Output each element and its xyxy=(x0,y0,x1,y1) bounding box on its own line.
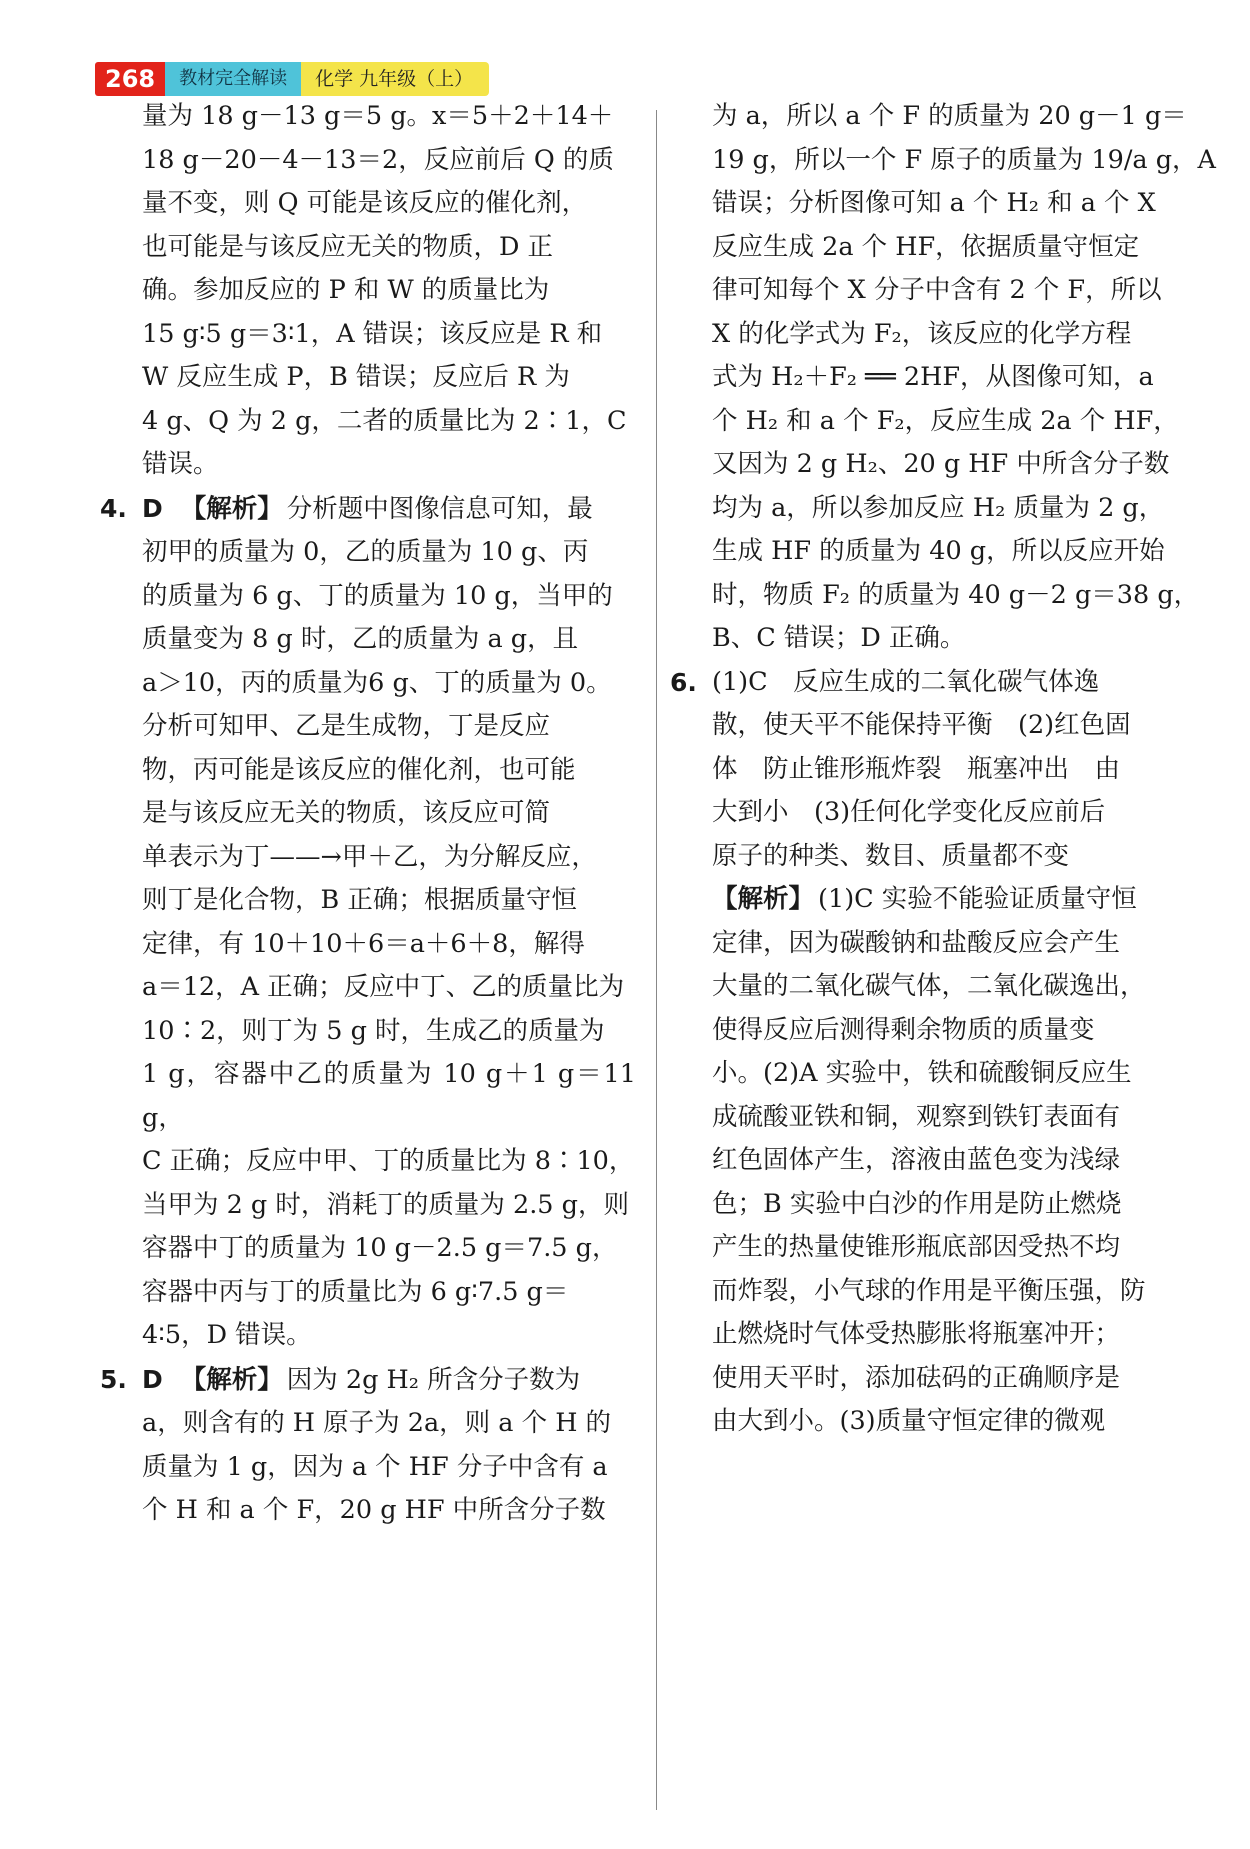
text-line: 质量为 1 g，因为 a 个 HF 分子中含有 a xyxy=(142,1451,608,1482)
text-line: a＝12，A 正确；反应中丁、乙的质量比为 xyxy=(142,972,625,1002)
text-line: 定律，因为碳酸钠和盐酸反应会产生 xyxy=(712,927,1121,958)
text-line: 初甲的质量为 0，乙的质量为 10 g、丙 xyxy=(142,537,589,567)
page-header xyxy=(95,62,489,96)
text-line: 为 a，所以 a 个 F 的质量为 20 g－1 g＝ xyxy=(712,101,1187,131)
text-line: B、C 错误；D 正确。 xyxy=(712,623,966,653)
text-line: 时，物质 F₂ 的质量为 40 g－2 g＝38 g， xyxy=(712,579,1200,610)
text-line: 使用天平时，添加砝码的正确顺序是 xyxy=(712,1362,1121,1393)
text-line: 则丁是化合物，B 正确；根据质量守恒 xyxy=(142,885,577,915)
text-line: 当甲为 2 g 时，消耗丁的质量为 2.5 g，则 xyxy=(142,1189,629,1220)
text-line: 物，丙可能是该反应的催化剂，也可能 xyxy=(142,754,576,785)
continued-explanation xyxy=(100,95,636,487)
question-number: 4. xyxy=(100,493,127,523)
text-line: 错误。 xyxy=(142,449,219,479)
text-line: 也可能是与该反应无关的物质，D 正 xyxy=(142,231,554,262)
answer-letter: D xyxy=(142,493,163,523)
text-span: 因为 2g H₂ 所含分子数为 xyxy=(286,1364,581,1395)
question-number: 5. xyxy=(100,1364,127,1394)
text-line: 式为 H₂＋F₂ ══ 2HF，从图像可知，a xyxy=(712,362,1154,392)
text-line: 10∶2，则丁为 5 g 时，生成乙的质量为 xyxy=(142,1015,605,1046)
text-line: 19 g，所以一个 F 原子的质量为 19/a g，A xyxy=(712,144,1216,175)
text-line: 成硫酸亚铁和铜，观察到铁钉表面有 xyxy=(712,1101,1121,1132)
text-line: C 正确；反应中甲、丁的质量比为 8∶10， xyxy=(142,1146,635,1176)
text-line: 单表示为丁——→甲＋乙，为分解反应， xyxy=(142,841,597,872)
text-line: 个 H 和 a 个 F，20 g HF 中所含分子数 xyxy=(142,1495,606,1525)
text-line: 律可知每个 X 分子中含有 2 个 F，所以 xyxy=(712,275,1162,305)
text-line: 分析可知甲、乙是生成物，丁是反应 xyxy=(142,711,551,741)
text-line: 1 g，容器中乙的质量为 10 g＋1 g＝11 g， xyxy=(142,1059,636,1133)
text-line: 大量的二氧化碳气体，二氧化碳逸出， xyxy=(712,971,1146,1001)
text-line: X 的化学式为 F₂，该反应的化学方程 xyxy=(712,318,1132,349)
page-number: 268 xyxy=(95,62,165,96)
text-line: 量为 18 g－13 g＝5 g。x＝5＋2＋14＋ xyxy=(142,101,614,131)
text-line: 红色固体产生，溶液由蓝色变为浅绿 xyxy=(712,1145,1121,1175)
text-line: 止燃烧时气体受热膨胀将瓶塞冲开； xyxy=(712,1319,1121,1349)
text-line: 而炸裂，小气球的作用是平衡压强，防 xyxy=(712,1275,1146,1306)
text-line: a＞10，丙的质量为6 g、丁的质量为 0。 xyxy=(142,667,612,698)
column-divider xyxy=(656,110,657,1810)
text-line: 产生的热量使锥形瓶底部因受热不均 xyxy=(712,1232,1121,1262)
text-span: 分析题中图像信息可知，最 xyxy=(286,493,593,524)
text-line: 个 H₂ 和 a 个 F₂，反应生成 2a 个 HF， xyxy=(712,405,1179,436)
text-line: W 反应生成 P，B 错误；反应后 R 为 xyxy=(142,362,570,392)
text-span: (1)C 实验不能验证质量守恒 xyxy=(818,884,1137,914)
text-line xyxy=(142,1358,636,1403)
answer-line: 体 防止锥形瓶炸裂 瓶塞冲出 由 xyxy=(712,753,1121,784)
answer-letter: D xyxy=(142,1364,163,1394)
text-line: 反应生成 2a 个 HF，依据质量守恒定 xyxy=(712,231,1140,262)
text-line: 15 g∶5 g＝3∶1，A 错误；该反应是 R 和 xyxy=(142,318,603,349)
text-line: 的质量为 6 g、丁的质量为 10 g，当甲的 xyxy=(142,580,613,611)
text-line: 小。(2)A 实验中，铁和硫酸铜反应生 xyxy=(712,1058,1132,1088)
question-4 xyxy=(100,487,636,1358)
answer-line: 散，使天平不能保持平衡 (2)红色固 xyxy=(712,710,1131,740)
question-5 xyxy=(100,1358,636,1533)
text-line: 又因为 2 g H₂、20 g HF 中所含分子数 xyxy=(712,449,1170,479)
text-line: 是与该反应无关的物质，该反应可简 xyxy=(142,798,551,828)
answer-line: 大到小 (3)任何化学变化反应前后 xyxy=(712,797,1106,827)
answer-line: 原子的种类、数目、质量都不变 xyxy=(712,840,1070,871)
text-line: 错误；分析图像可知 a 个 H₂ 和 a 个 X xyxy=(712,188,1156,218)
text-line: 确。参加反应的 P 和 W 的质量比为 xyxy=(142,275,550,305)
right-column xyxy=(670,95,1228,1444)
text-line xyxy=(142,487,636,532)
answer-line: (1)C 反应生成的二氧化碳气体逸 xyxy=(712,666,1100,697)
text-line: 容器中丁的质量为 10 g－2.5 g＝7.5 g， xyxy=(142,1233,618,1263)
text-line: 容器中丙与丁的质量比为 6 g∶7.5 g＝ xyxy=(142,1276,569,1307)
text-line xyxy=(712,878,1228,922)
text-line: 生成 HF 的质量为 40 g，所以反应开始 xyxy=(712,536,1165,566)
text-line: 质量变为 8 g 时，乙的质量为 a g，且 xyxy=(142,624,579,654)
text-line: 均为 a，所以参加反应 H₂ 质量为 2 g， xyxy=(712,492,1165,523)
text-line: 4∶5，D 错误。 xyxy=(142,1320,312,1350)
analysis-tag: 【解析】 xyxy=(180,1364,283,1395)
analysis-tag: 【解析】 xyxy=(712,884,815,914)
text-line: 使得反应后测得剩余物质的质量变 xyxy=(712,1014,1095,1045)
text-line: 由大到小。(3)质量守恒定律的微观 xyxy=(712,1406,1106,1436)
book-title: 教材完全解读 xyxy=(165,62,301,96)
text-line: 4 g、Q 为 2 g，二者的质量比为 2∶1，C xyxy=(142,405,627,436)
subject-label: 化学 九年级（上） xyxy=(301,62,489,96)
question-6 xyxy=(670,661,1228,1444)
text-line: 定律，有 10＋10＋6＝a＋6＋8，解得 xyxy=(142,928,585,959)
left-column xyxy=(100,95,636,1533)
analysis-tag: 【解析】 xyxy=(180,493,283,524)
text-line: 色；B 实验中白沙的作用是防止燃烧 xyxy=(712,1188,1122,1219)
text-line: 18 g－20－4－13＝2，反应前后 Q 的质 xyxy=(142,144,614,175)
text-line: a，则含有的 H 原子为 2a，则 a 个 H 的 xyxy=(142,1408,612,1438)
question-number: 6. xyxy=(670,667,697,697)
text-line: 量不变，则 Q 可能是该反应的催化剂， xyxy=(142,188,588,218)
